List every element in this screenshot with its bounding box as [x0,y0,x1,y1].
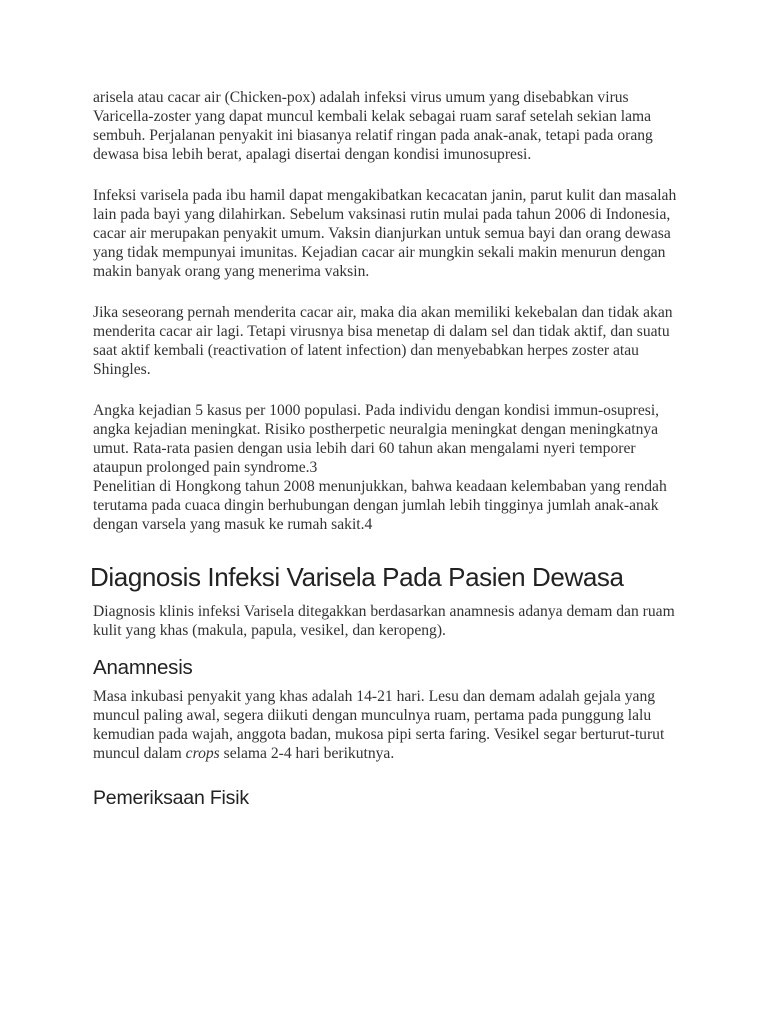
paragraph-pregnancy-vaccine: Infeksi varisela pada ibu hamil dapat mengakibatkan kecacatan janin, parut kulit dan masalah lain pada bayi yang dilahirkan. Sebelum vaksinasi rutin mulai pada tahun 2006 di Indonesia, cacar air merupakan penyakit umum. Vaksin dianjurkan untuk semua bayi dan orang dewasa yang tidak mempunyai imunitas. Kejadian cacar air mungkin sekali makin menurun dengan makin banyak orang yang menerima vaksin. [93,187,677,280]
diagnosis-paragraph: Diagnosis klinis infeksi Varisela ditegakkan berdasarkan anamnesis adanya demam dan ruam kulit yang khas (makula, papula, vesikel, dan keropeng). [93,603,675,639]
paragraph-intro: arisela atau cacar air (Chicken-pox) adalah infeksi virus umum yang disebabkan virus Varicella-zoster yang dapat muncul kembali kelak sebagai ruam saraf setelah sekian lama sembuh. Perjalanan penyakit ini biasanya relatif ringan pada anak-anak, tetapi pada orang dewasa bisa lebih berat, apalagi disertai dengan kondisi imunosupresi. [93,89,653,163]
pemeriksaan-fisik-heading: Pemeriksaan Fisik [93,787,249,809]
diagnosis-heading: Diagnosis Infeksi Varisela Pada Pasien Dewasa [90,562,624,592]
anamnesis-text-after: selama 2-4 hari berikutnya. [219,745,395,762]
incidence-text: Angka kejadian 5 kasus per 1000 populasi. Pada individu dengan kondisi immun-osupresi, angka kejadian meningkat. Risiko postherpetic neuralgia meningkat dengan meningkatnya umut. Rata-rata pasien dengan usia lebih dari 60 tahun akan mengalami nyeri temporer ataupun prolonged pain syndrome.3 [93,402,660,476]
anamnesis-italic-term: crops [185,745,220,762]
anamnesis-text-before: Masa inkubasi penyakit yang khas adalah 14-21 hari. Lesu dan demam adalah gejala yang muncul paling awal, segera diikuti dengan munculnya ruam, pertama pada punggung lalu kemudian pada wajah, anggota badan, mukosa pipi serta faring. Vesikel segar berturut-turut muncul dalam [93,688,665,762]
paragraph-immunity: Jika seseorang pernah menderita cacar air, maka dia akan memiliki kekebalan dan tidak akan menderita cacar air lagi. Tetapi virusnya bisa menetap di dalam sel dan tidak aktif, dan suatu saat aktif kembali (reactivation of latent infection) dan menyebabkan herpes zoster atau Shingles. [93,304,673,378]
anamnesis-paragraph [93,687,679,763]
document-page [90,88,679,817]
anamnesis-heading: Anamnesis [93,656,193,679]
paragraph-incidence [93,401,679,534]
hongkong-study-text: Penelitian di Hongkong tahun 2008 menunjukkan, bahwa keadaan kelembaban yang rendah terutama pada cuaca dingin berhubungan dengan jumlah lebih tingginya jumlah anak-anak dengan varsela yang masuk ke rumah sakit.4 [93,478,667,533]
